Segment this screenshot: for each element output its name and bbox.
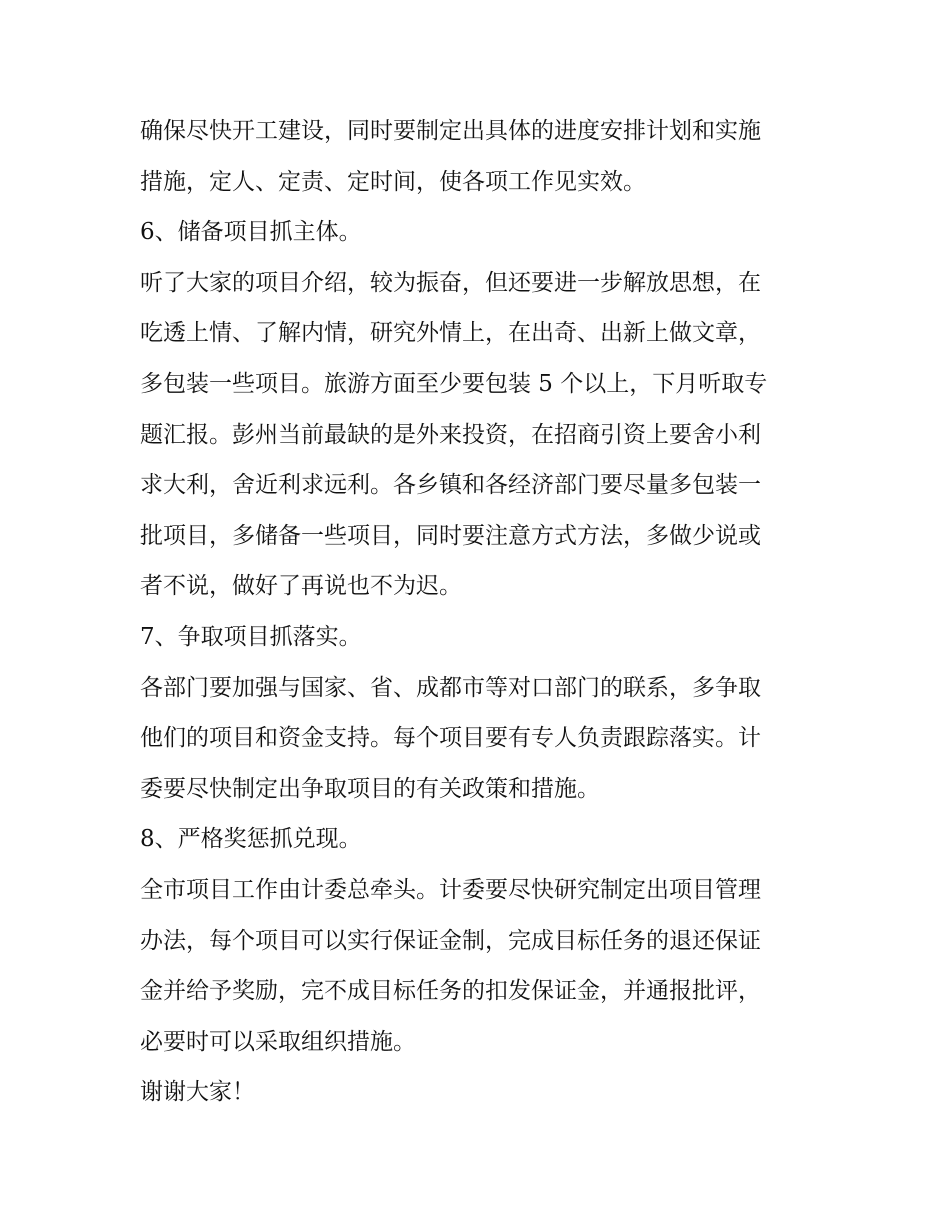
paragraph-line: 委要尽快制定出争取项目的有关政策和措施。	[140, 775, 600, 802]
paragraph-line: 题汇报。彭州当前最缺的是外来投资，在招商引资上要舍小利	[140, 421, 761, 448]
paragraph-line: 他们的项目和资金支持。每个项目要有专人负责跟踪落实。计	[140, 725, 761, 752]
closing-line: 谢谢大家！	[140, 1079, 255, 1106]
paragraph-line: 批项目，多储备一些项目，同时要注意方式方法，多做少说或	[140, 522, 761, 549]
section-heading: 8、严格奖惩抓兑现。	[140, 826, 362, 853]
paragraph-line: 者不说，做好了再说也不为迟。	[140, 573, 462, 600]
paragraph-line: 各部门要加强与国家、省、成都市等对口部门的联系，多争取	[140, 674, 761, 701]
paragraph-line: 吃透上情、了解内情，研究外情上，在出奇、出新上做文章，	[140, 320, 761, 347]
section-heading: 7、争取项目抓落实。	[140, 623, 362, 650]
paragraph-line: 求大利，舍近利求远利。各乡镇和各经济部门要尽量多包装一	[140, 472, 761, 499]
paragraph-line: 金并给予奖励，完不成目标任务的扣发保证金，并通报批评，	[140, 978, 761, 1005]
document-body	[140, 106, 812, 1118]
section-heading: 6、储备项目抓主体。	[140, 219, 362, 246]
paragraph-line: 确保尽快开工建设，同时要制定出具体的进度安排计划和实施	[140, 118, 761, 144]
paragraph-line: 听了大家的项目介绍，较为振奋，但还要进一步解放思想，在	[140, 269, 761, 296]
paragraph-line: 全市项目工作由计委总牵头。计委要尽快研究制定出项目管理	[140, 876, 761, 903]
paragraph-line: 措施，定人、定责、定时间，使各项工作见实效。	[140, 168, 646, 195]
paragraph-line: 必要时可以采取组织措施。	[140, 1028, 416, 1055]
paragraph-line: 多包装一些项目。旅游方面至少要包装 5 个以上，下月听取专	[140, 370, 768, 397]
paragraph-line: 办法，每个项目可以实行保证金制，完成目标任务的退还保证	[140, 927, 761, 954]
